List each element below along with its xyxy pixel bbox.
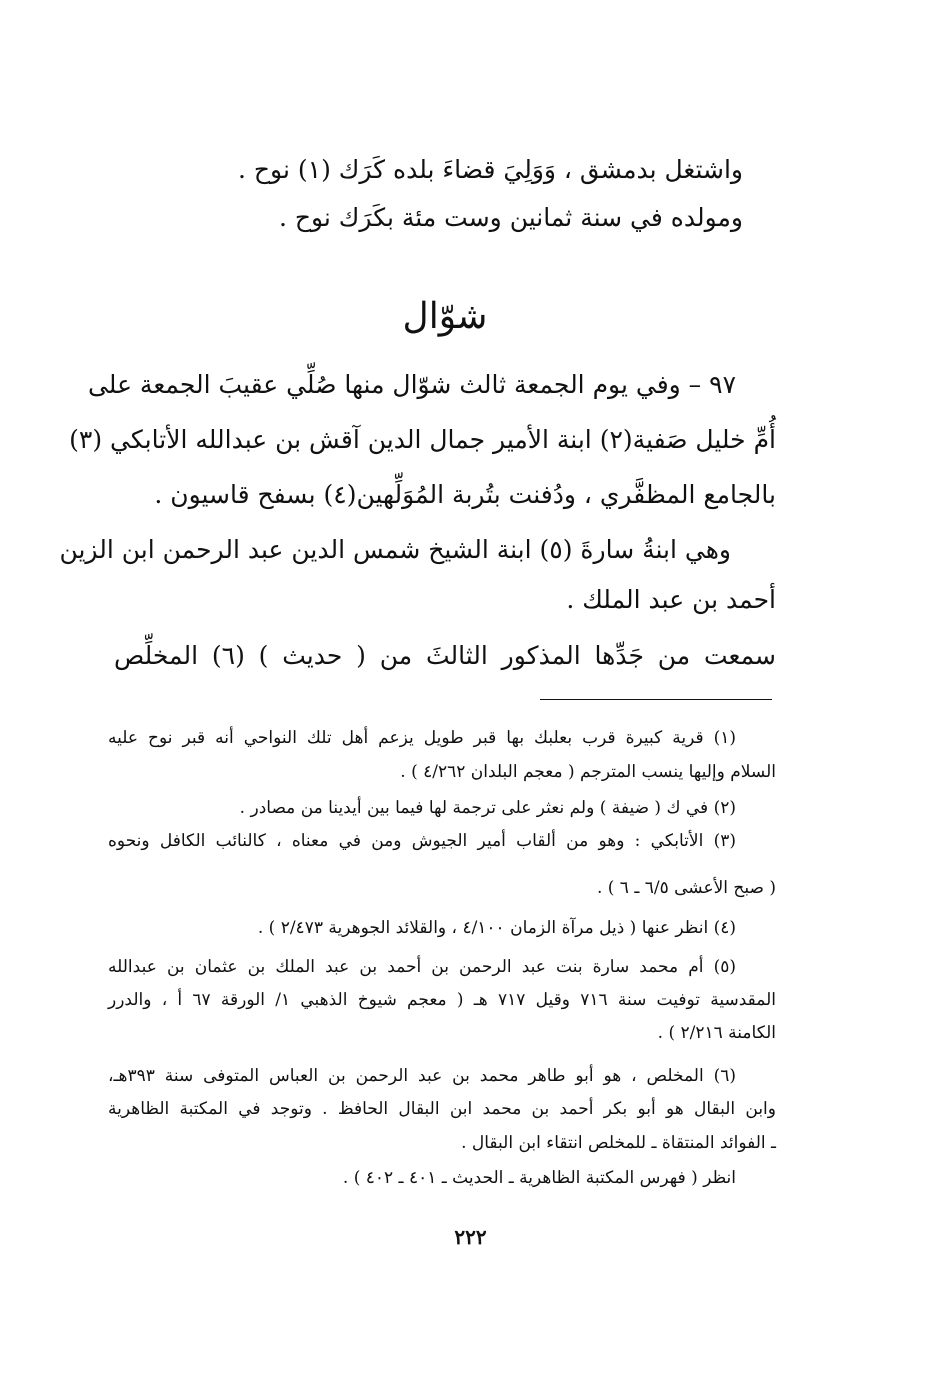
body-line-2: ومولده في سنة ثمانين وست مئة بكَرَك نوح . [278, 203, 743, 232]
entry-line-5: أحمد بن عبد الملك . [566, 585, 776, 614]
footnote-line-5: ( صبح الأعشى ٦/٥ ـ ٦ ) . [596, 878, 776, 898]
footnote-line-1: (١) قرية كبيرة قرب بعلبك بها قبر طويل يزعم أهل تلك النواحي أنه قبر نوح عليه [108, 728, 736, 748]
entry-line-6: سمعت من جَدِّها المذكور الثالثَ من ( حديث ) (٦) المخلِّص [114, 641, 776, 670]
entry-line-4: وهي ابنةُ سارةَ (٥) ابنة الشيخ شمس الدين عبد الرحمن ابن الزين [59, 535, 731, 564]
entry-line-2: أُمِّ خليل صَفية(٢) ابنة الأمير جمال الدين آقش بن عبدالله الأتابكي (٣) [69, 425, 776, 454]
body-line-1: واشتغل بدمشق ، وَوَلِيَ قضاءَ بلده كَرَك (١) نوح . [238, 155, 743, 184]
footnote-line-10: (٦) المخلص ، هو أبو طاهر محمد بن عبد الرحمن بن العباس المتوفى سنة ٣٩٣هـ، [108, 1066, 736, 1086]
footnote-line-11: وابن البقال هو أبو بكر أحمد بن محمد ابن البقال الحافظ . وتوجد في المكتبة الظاهرية [108, 1099, 776, 1119]
footnote-line-2: السلام وإليها ينسب المترجم ( معجم البلدان ٤/٢٦٢ ) . [400, 762, 776, 782]
footnote-line-13: انظر ( فهرس المكتبة الظاهرية ـ الحديث ـ ٤٠١ ـ ٤٠٢ ) . [342, 1168, 736, 1188]
footnote-line-12: ـ الفوائد المنتقاة ـ للمخلص انتقاء ابن البقال . [461, 1133, 776, 1153]
entry-line-1: ٩٧ – وفي يوم الجمعة ثالث شوّال منها صُلِّي عقيبَ الجمعة على [87, 370, 736, 399]
footnote-line-6: (٤) انظر عنها ( ذيل مرآة الزمان ٤/١٠٠ ، والقلائد الجوهرية ٢/٤٧٣ ) . [257, 918, 736, 938]
page-number: ٢٢٢ [454, 1225, 487, 1249]
section-heading: شوّال [402, 296, 488, 337]
footnote-separator [540, 699, 772, 700]
entry-line-3: بالجامع المظفَّري ، ودُفنت بتُربة المُوَلِّهين(٤) بسفح قاسيون . [154, 480, 776, 509]
footnote-line-9: الكامنة ٢/٢١٦ ) . [657, 1023, 776, 1043]
footnote-line-7: (٥) أم محمد سارة بنت عبد الرحمن بن أحمد بن عبد الملك بن عثمان بن عبدالله [108, 957, 736, 977]
footnote-line-4: (٣) الأتابكي : وهو من ألقاب أمير الجيوش ومن في معناه ، كالنائب الكافل ونحوه [108, 831, 736, 851]
footnote-line-8: المقدسية توفيت سنة ٧١٦ وقيل ٧١٧ هـ ( معجم شيوخ الذهبي ١/ الورقة ٦٧ أ ، والدرر [108, 990, 776, 1010]
footnote-line-3: (٢) في ك ( ضيفة ) ولم نعثر على ترجمة لها فيما بين أيدينا من مصادر . [239, 798, 736, 818]
